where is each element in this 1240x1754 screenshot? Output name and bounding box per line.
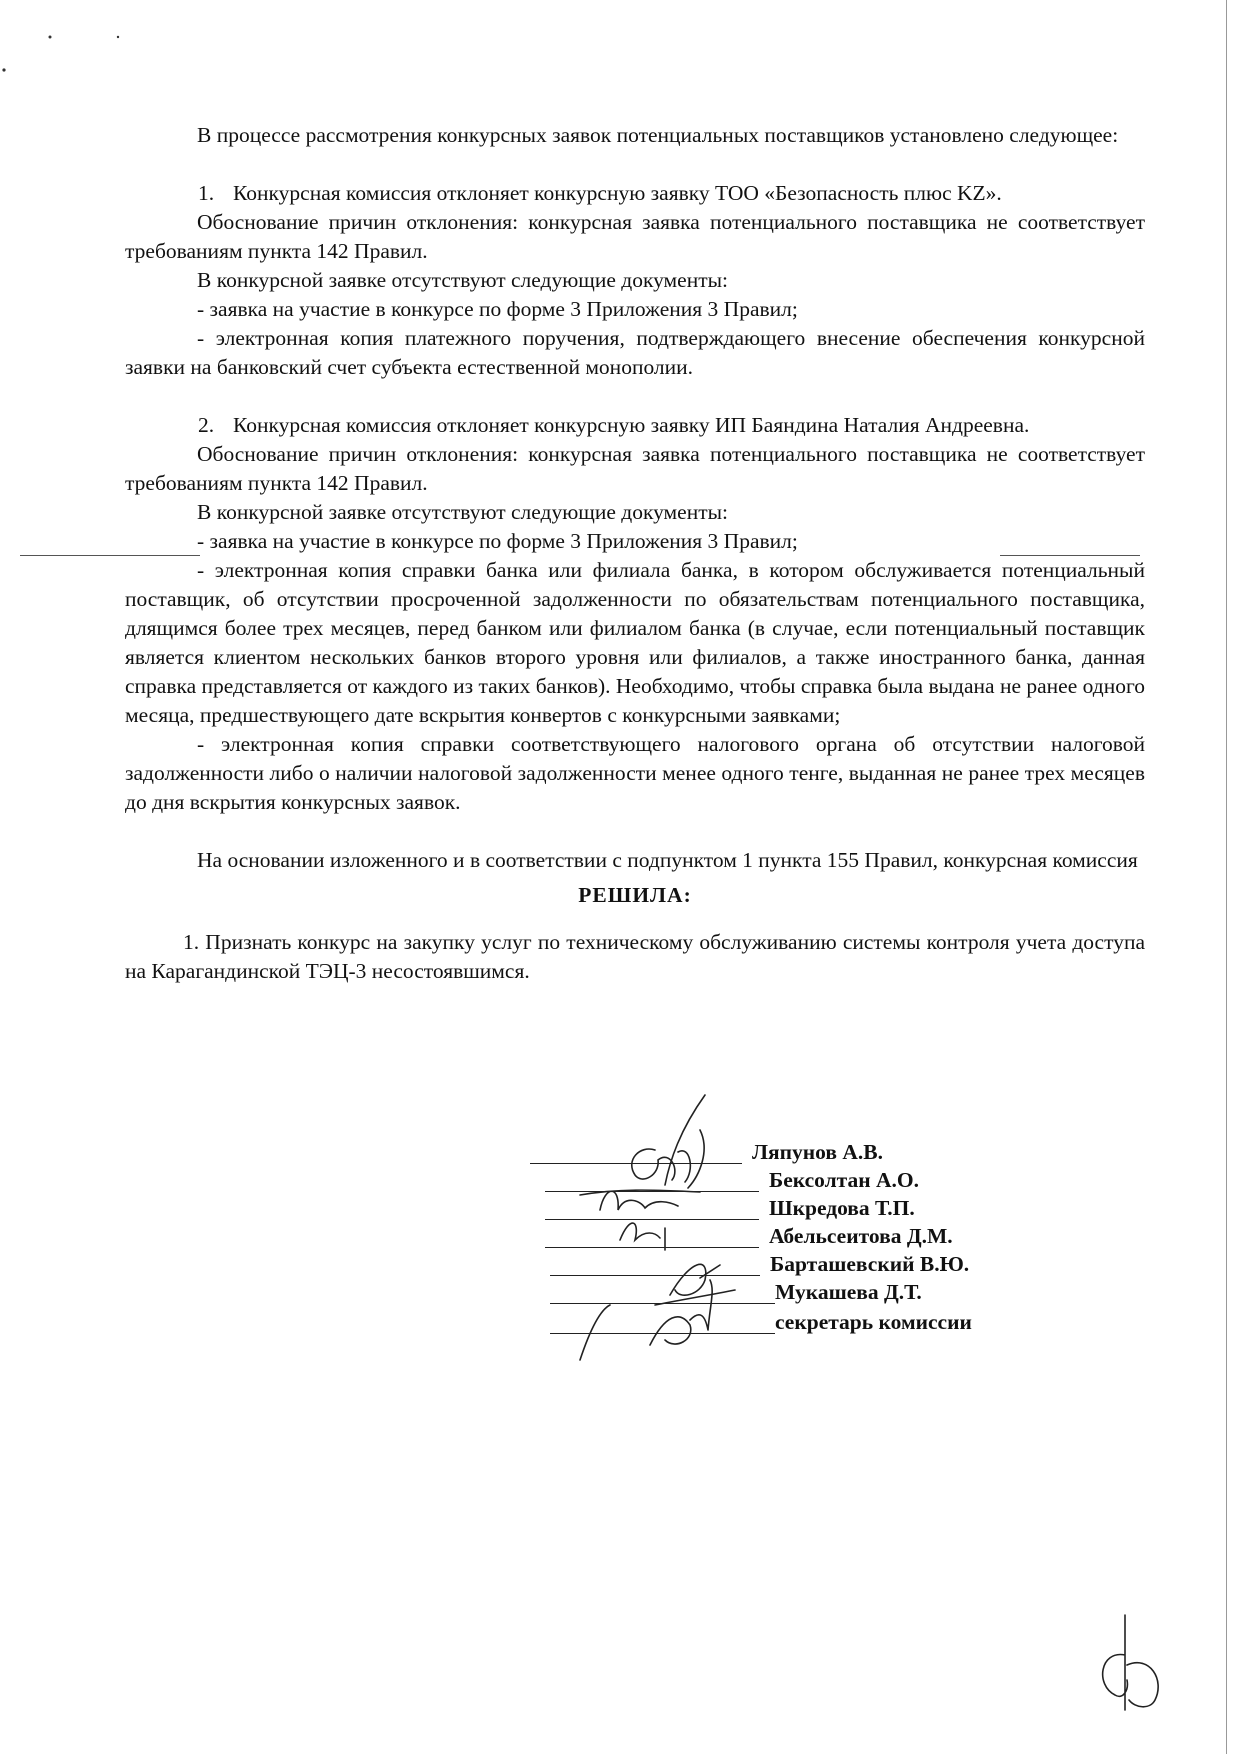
- item-1-missing-doc: - электронная копия платежного поручения, подтверждающего внесение обеспечения конкурсной заявки на банковский счет субъекта естественной монополии.: [125, 326, 1145, 379]
- handwritten-signatures: [560, 1090, 860, 1390]
- signatory-name: Ляпунов А.В.: [752, 1140, 883, 1164]
- initials-mark: [1095, 1610, 1185, 1720]
- decision-paragraph: 1. Признать конкурс на закупку услуг по техническому обслуживанию системы контроля учета доступа на Карагандинской ТЭЦ-3 несостоявшимся.: [125, 930, 1145, 983]
- item-2-missing-doc: - заявка на участие в конкурсе по форме 3 Приложения 3 Правил;: [197, 529, 798, 553]
- intro-paragraph: В процессе рассмотрения конкурсных заявок потенциальных поставщиков установлено следующее:: [197, 123, 1119, 147]
- item-1-missing-doc: - заявка на участие в конкурсе по форме 3 Приложения 3 Правил;: [197, 297, 798, 321]
- decided-heading: РЕШИЛА:: [578, 883, 692, 907]
- signatory-name: Абельсеитова Д.М.: [769, 1224, 953, 1248]
- basis-paragraph: На основании изложенного и в соответствии с подпунктом 1 пункта 155 Правил, конкурсная комиссия: [197, 848, 1138, 872]
- item-2-text: Конкурсная комиссия отклоняет конкурсную заявку ИП Баяндина Наталия Андреевна.: [233, 413, 1030, 437]
- signatory-name: Барташевский В.Ю.: [770, 1252, 970, 1276]
- signatory-name: Шкредова Т.П.: [769, 1196, 915, 1220]
- signatory-role: секретарь комиссии: [775, 1310, 972, 1334]
- item-2-number: 2.: [198, 413, 215, 437]
- item-2-reason: Обоснование причин отклонения: конкурсная заявка потенциального поставщика не соответствует требованиям пункта 142 Правил.: [125, 442, 1145, 495]
- signatory-name: Бексолтан А.О.: [769, 1168, 920, 1192]
- item-1-number: 1.: [198, 181, 215, 205]
- item-2-missing-doc: - электронная копия справки банка или филиала банка, в котором обслуживается потенциальный поставщик, об отсутствии просроченной задолженности по обязательствам потенциального поставщика, длящимся более трех месяцев, перед банком или филиалом банка (в случае, если потенциальный поставщик является клиентом нескольких банков второго уровня или филиалов, а также иностранного банка, данная справка представляется от каждого из таких банков). Необходимо, чтобы справка была выдана не ранее одного месяца, предшествующего дате вскрытия конвертов с конкурсными заявками;: [125, 558, 1145, 727]
- item-1-reason: Обоснование причин отклонения: конкурсная заявка потенциального поставщика не соответствует требованиям пункта 142 Правил.: [125, 210, 1145, 263]
- item-2: [125, 411, 1145, 440]
- item-1: [125, 179, 1145, 208]
- scan-speck-marks: [0, 0, 130, 80]
- item-1-missing-title: В конкурсной заявке отсутствуют следующие документы:: [197, 268, 729, 292]
- item-1-text: Конкурсная комиссия отклоняет конкурсную заявку ТОО «Безопасность плюс KZ».: [233, 181, 1002, 205]
- signatory-name: Мукашева Д.Т.: [775, 1280, 922, 1304]
- item-2-missing-title: В конкурсной заявке отсутствуют следующие документы:: [197, 500, 729, 524]
- scan-artifact-edge: [1226, 0, 1227, 1754]
- document-body: [125, 121, 1145, 986]
- item-2-missing-doc: - электронная копия справки соответствующего налогового органа об отсутствии налоговой задолженности либо о наличии налоговой задолженности менее одного тенге, выданная не ранее трех месяцев до дня вскрытия конкурсных заявок.: [125, 732, 1145, 814]
